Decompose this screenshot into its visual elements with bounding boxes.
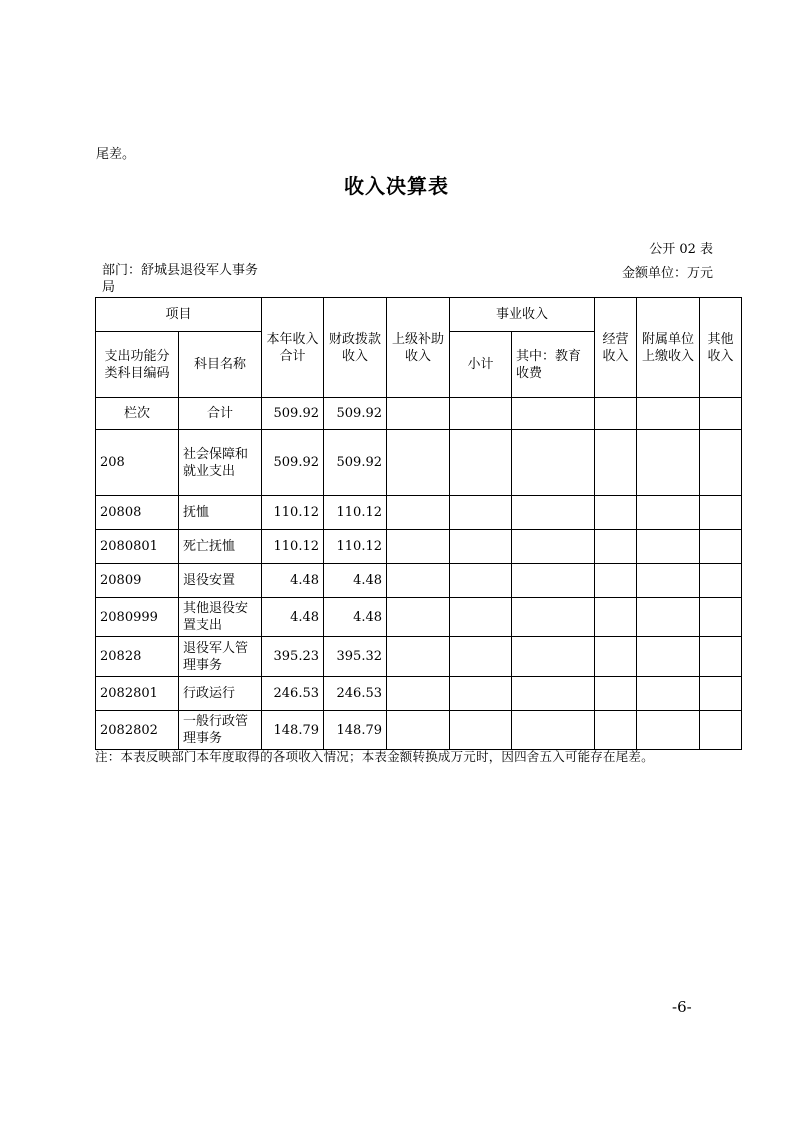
empty-cell — [450, 711, 512, 750]
table-row — [96, 711, 742, 750]
empty-cell — [637, 564, 700, 598]
empty-cell — [387, 711, 450, 750]
page-title: 收入决算表 — [344, 174, 449, 198]
empty-cell — [595, 564, 637, 598]
row-total: 4.48 — [262, 598, 324, 637]
empty-cell — [512, 398, 595, 430]
row-code: 20828 — [96, 637, 179, 677]
empty-cell — [450, 637, 512, 677]
empty-cell — [387, 677, 450, 711]
empty-cell — [700, 637, 742, 677]
row-total: 148.79 — [262, 711, 324, 750]
row-fiscal: 110.12 — [324, 530, 387, 564]
table-row — [96, 677, 742, 711]
row-fiscal: 110.12 — [324, 496, 387, 530]
row-code: 2080999 — [96, 598, 179, 637]
header-operating: 经营收入 — [595, 298, 637, 398]
empty-cell — [700, 398, 742, 430]
row-code: 20809 — [96, 564, 179, 598]
row-code: 20808 — [96, 496, 179, 530]
row-fiscal: 4.48 — [324, 598, 387, 637]
row-fiscal: 246.53 — [324, 677, 387, 711]
empty-cell — [387, 637, 450, 677]
empty-cell — [512, 637, 595, 677]
header-subject-name: 科目名称 — [179, 332, 262, 398]
column-index-name: 合计 — [179, 398, 262, 430]
page-number: -6- — [672, 998, 692, 1016]
empty-cell — [450, 564, 512, 598]
header-total: 本年收入合计 — [262, 298, 324, 398]
empty-cell — [637, 677, 700, 711]
empty-cell — [387, 398, 450, 430]
column-index-total: 509.92 — [262, 398, 324, 430]
column-index-fiscal: 509.92 — [324, 398, 387, 430]
row-code: 2082802 — [96, 711, 179, 750]
empty-cell — [450, 677, 512, 711]
empty-cell — [512, 496, 595, 530]
empty-cell — [387, 430, 450, 496]
row-fiscal: 4.48 — [324, 564, 387, 598]
table-row — [96, 496, 742, 530]
header-item: 项目 — [96, 298, 262, 332]
row-subject-name: 其他退役安置支出 — [179, 598, 262, 637]
empty-cell — [512, 711, 595, 750]
empty-cell — [637, 711, 700, 750]
table-row — [96, 598, 742, 637]
empty-cell — [387, 496, 450, 530]
empty-cell — [637, 530, 700, 564]
empty-cell — [700, 530, 742, 564]
row-total: 110.12 — [262, 530, 324, 564]
footnote: 注：本表反映部门本年度取得的各项收入情况；本表金额转换成万元时，因四舍五入可能存在尾差。 — [95, 749, 654, 764]
empty-cell — [637, 598, 700, 637]
header-edu-fee: 其中：教育收费 — [512, 332, 595, 398]
empty-cell — [450, 430, 512, 496]
empty-cell — [512, 564, 595, 598]
empty-cell — [512, 598, 595, 637]
header-func-code: 支出功能分类科目编码 — [96, 332, 179, 398]
empty-cell — [637, 496, 700, 530]
row-total: 509.92 — [262, 430, 324, 496]
empty-cell — [700, 598, 742, 637]
table-row — [96, 430, 742, 496]
amount-unit: 金额单位：万元 — [621, 266, 713, 281]
empty-cell — [595, 430, 637, 496]
row-fiscal: 509.92 — [324, 430, 387, 496]
table-row — [96, 637, 742, 677]
column-index-label: 栏次 — [96, 398, 179, 430]
empty-cell — [387, 598, 450, 637]
empty-cell — [700, 430, 742, 496]
row-code: 2080801 — [96, 530, 179, 564]
column-index-row — [96, 398, 742, 430]
header-other: 其他收入 — [700, 298, 742, 398]
empty-cell — [450, 598, 512, 637]
empty-cell — [700, 496, 742, 530]
department-label: 部门：舒城县退役军人事务局 — [102, 263, 259, 295]
row-code: 208 — [96, 430, 179, 496]
row-subject-name: 行政运行 — [179, 677, 262, 711]
header-superior: 上级补助收入 — [387, 298, 450, 398]
row-subject-name: 退役安置 — [179, 564, 262, 598]
empty-cell — [387, 530, 450, 564]
header-affiliated: 附属单位上缴收入 — [637, 298, 700, 398]
empty-cell — [700, 711, 742, 750]
row-subject-name: 社会保障和就业支出 — [179, 430, 262, 496]
form-code: 公开 02 表 — [649, 242, 713, 257]
row-total: 4.48 — [262, 564, 324, 598]
previous-page-tail: 尾差。 — [96, 147, 136, 162]
empty-cell — [387, 564, 450, 598]
header-business: 事业收入 — [450, 298, 595, 332]
table-row — [96, 530, 742, 564]
empty-cell — [595, 398, 637, 430]
empty-cell — [595, 711, 637, 750]
empty-cell — [450, 398, 512, 430]
empty-cell — [700, 564, 742, 598]
header-fiscal: 财政拨款收入 — [324, 298, 387, 398]
empty-cell — [450, 496, 512, 530]
row-code: 2082801 — [96, 677, 179, 711]
row-fiscal: 395.32 — [324, 637, 387, 677]
empty-cell — [512, 430, 595, 496]
empty-cell — [595, 598, 637, 637]
header-subtotal: 小计 — [450, 332, 512, 398]
row-subject-name: 退役军人管理事务 — [179, 637, 262, 677]
empty-cell — [450, 530, 512, 564]
empty-cell — [595, 530, 637, 564]
table-row — [96, 564, 742, 598]
income-table — [95, 297, 742, 750]
empty-cell — [637, 637, 700, 677]
empty-cell — [595, 496, 637, 530]
empty-cell — [512, 677, 595, 711]
row-subject-name: 死亡抚恤 — [179, 530, 262, 564]
empty-cell — [637, 398, 700, 430]
row-subject-name: 一般行政管理事务 — [179, 711, 262, 750]
row-total: 246.53 — [262, 677, 324, 711]
row-total: 395.23 — [262, 637, 324, 677]
empty-cell — [637, 430, 700, 496]
empty-cell — [595, 677, 637, 711]
empty-cell — [700, 677, 742, 711]
empty-cell — [595, 637, 637, 677]
row-subject-name: 抚恤 — [179, 496, 262, 530]
row-fiscal: 148.79 — [324, 711, 387, 750]
row-total: 110.12 — [262, 496, 324, 530]
empty-cell — [512, 530, 595, 564]
